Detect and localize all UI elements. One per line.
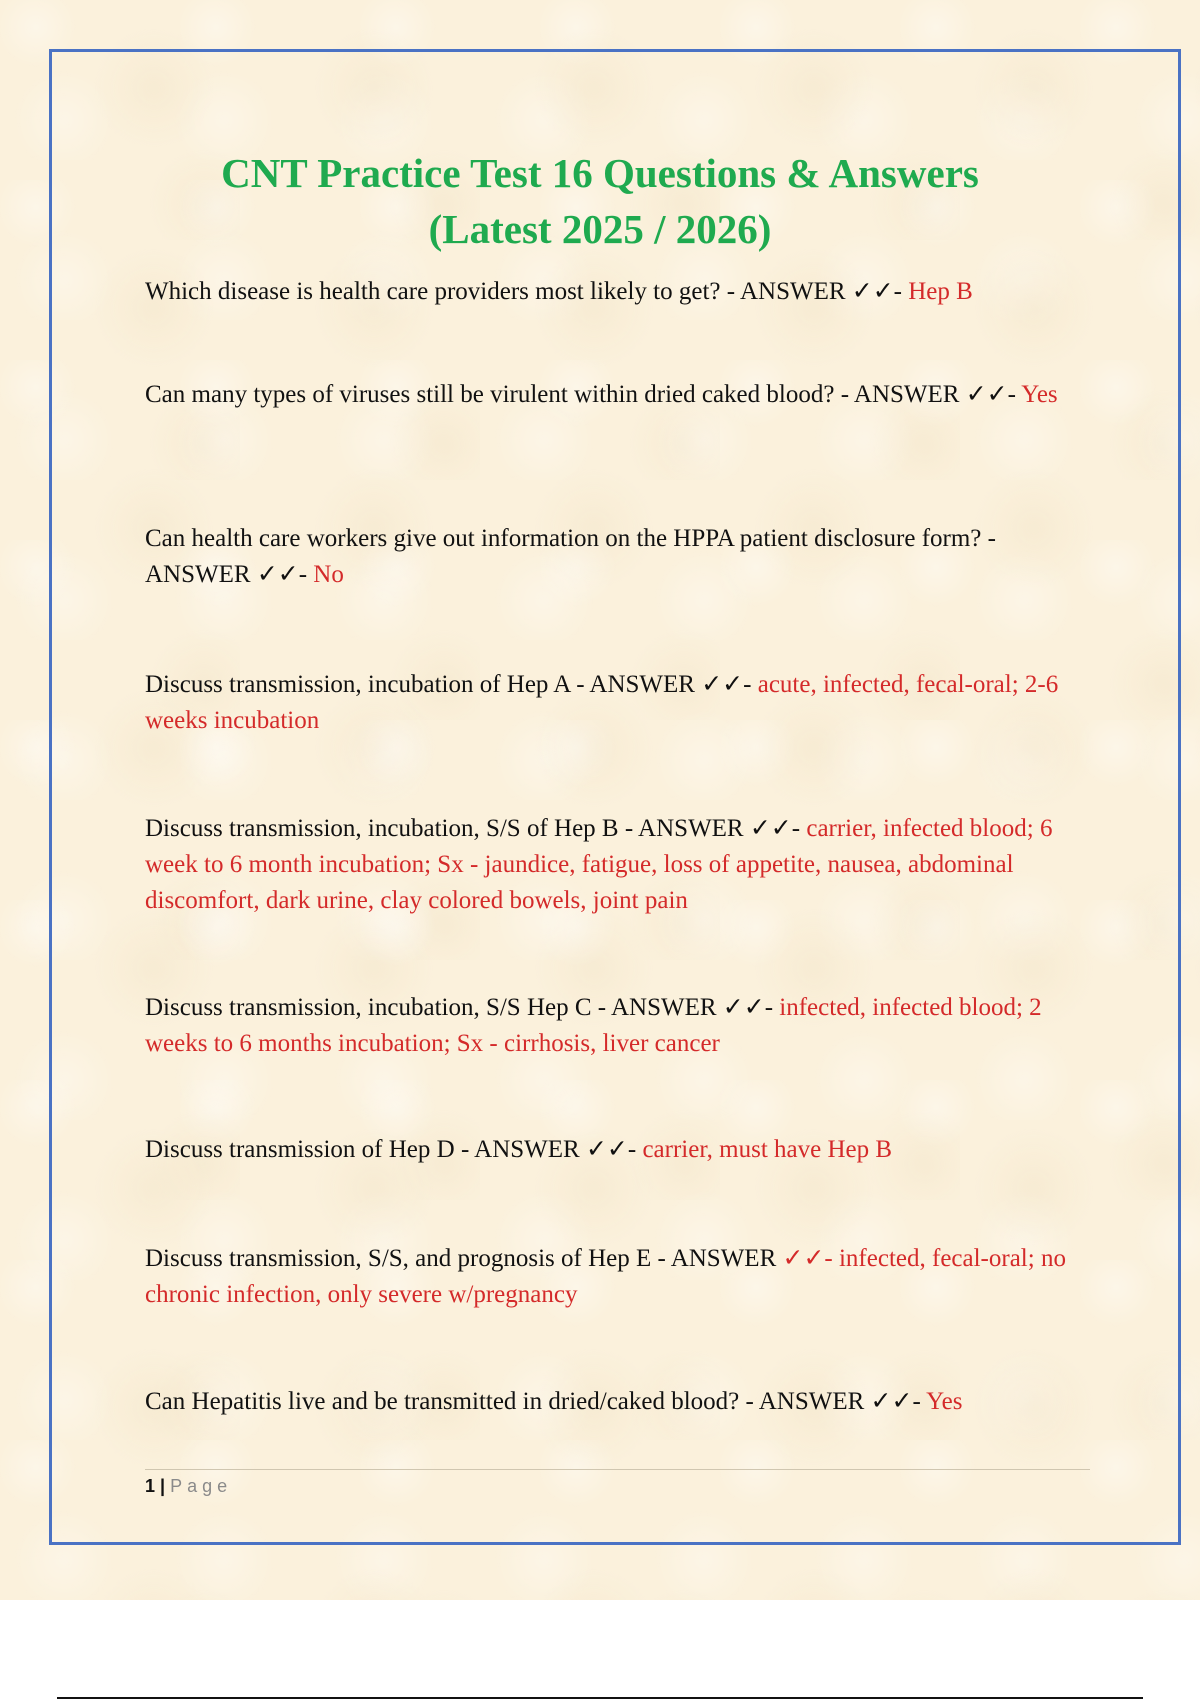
answer-dash: - <box>743 671 758 698</box>
answer-dash: - <box>893 278 909 305</box>
page-number: 1 <box>145 1476 156 1496</box>
answer-text: No <box>313 561 344 588</box>
footer-divider <box>145 1469 1090 1470</box>
question-text: Discuss transmission, S/S, and prognosis of Hep E - ANSWER <box>145 1245 783 1272</box>
answer-text: infected, infected blood; 2 weeks to 6 months incubation; Sx - cirrhosis, liver cancer <box>145 994 1042 1057</box>
question-text: Discuss transmission, incubation, S/S Hep C - ANSWER <box>145 994 723 1021</box>
answer-dash: - <box>1007 381 1022 408</box>
question-text: Which disease is health care providers most likely to get? - ANSWER <box>145 278 852 305</box>
answer-text: Yes <box>1021 381 1058 408</box>
question-text: Discuss transmission, incubation of Hep A - ANSWER <box>145 671 702 698</box>
check-mark-icon: ✓✓ <box>701 671 744 698</box>
check-mark-icon: ✓✓ <box>870 1388 913 1415</box>
answer-text: carrier, must have Hep B <box>642 1136 893 1163</box>
check-mark-icon: ✓✓ <box>585 1136 628 1163</box>
answer-text: Hep B <box>908 278 973 305</box>
question-text: Discuss transmission of Hep D - ANSWER <box>145 1136 586 1163</box>
check-mark-icon: ✓✓ <box>851 278 894 305</box>
answer-dash: - <box>824 1245 839 1272</box>
qa-item-5 <box>145 811 1095 919</box>
answer-text: acute, infected, fecal-oral; 2-6 weeks incubation <box>145 671 1059 734</box>
question-text: Can Hepatitis live and be transmitted in dried/caked blood? - ANSWER <box>145 1388 871 1415</box>
qa-item-4 <box>145 667 1095 739</box>
check-mark-icon: ✓✓ <box>749 815 792 842</box>
check-mark-icon: ✓✓ <box>256 561 299 588</box>
answer-dash: - <box>298 561 314 588</box>
qa-item-8 <box>145 1241 1095 1313</box>
check-mark-icon: ✓✓ <box>782 1245 825 1272</box>
qa-item-7 <box>145 1132 1095 1168</box>
qa-item-6 <box>145 990 1095 1062</box>
qa-item-3 <box>145 521 1095 593</box>
qa-item-2 <box>145 377 1095 413</box>
answer-dash: - <box>627 1136 643 1163</box>
footer-separator: | <box>155 1476 171 1496</box>
question-text: Discuss transmission, incubation, S/S of Hep B - ANSWER <box>145 815 750 842</box>
answer-dash: - <box>912 1388 927 1415</box>
qa-item-9 <box>145 1384 1095 1420</box>
bottom-divider <box>57 1697 1143 1699</box>
question-text: Can health care workers give out information on the HPPA patient disclosure form? - ANSWER <box>145 525 996 588</box>
title-line-2: (Latest 2025 / 2026) <box>428 206 772 252</box>
question-text: Can many types of viruses still be virulent within dried caked blood? - ANSWER <box>145 381 966 408</box>
answer-text: infected, fecal-oral; no chronic infection, only severe w/pregnancy <box>145 1245 1066 1308</box>
page-footer <box>145 1474 232 1498</box>
answer-text: Yes <box>926 1388 963 1415</box>
check-mark-icon: ✓✓ <box>965 381 1008 408</box>
answer-dash: - <box>791 815 807 842</box>
title-line-1: CNT Practice Test 16 Questions & Answers <box>221 150 979 196</box>
check-mark-icon: ✓✓ <box>722 994 765 1021</box>
answer-dash: - <box>764 994 780 1021</box>
answer-text: carrier, infected blood; 6 week to 6 month incubation; Sx - jaundice, fatigue, loss of appetite, nausea, abdominal discomfort, dark urine, clay colored bowels, joint pain <box>145 815 1053 914</box>
qa-item-1 <box>145 274 1095 310</box>
page-label: Page <box>170 1476 233 1496</box>
document-title <box>100 145 1100 257</box>
